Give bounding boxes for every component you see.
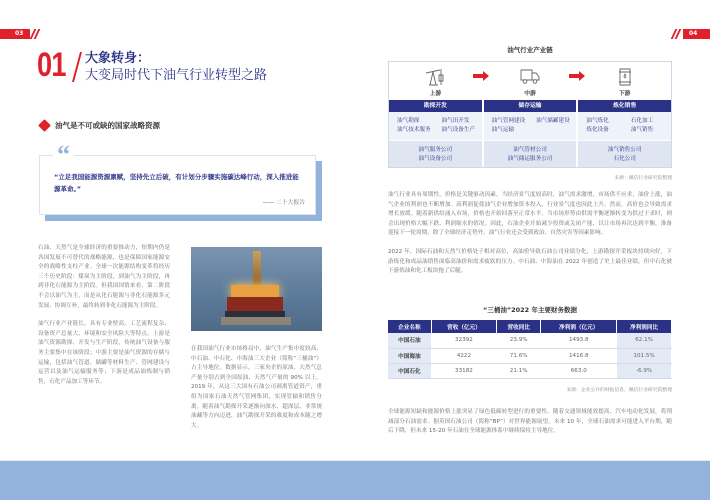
stage-label: 中游	[524, 91, 536, 97]
image-caption: 在我国油气行业市场格局中，油气生产集中度较高，中石油、中石化、中海油三大企业（简称“三桶油”）占主导地位。数据显示，三家央企的原油、天然气总产量分别占到全国原油、天然气产量的 90% 以上。2019 年，从这三大国有石油公司剥离管道资产，重组为国家石油天然气管网集团，实现管输和销售分离。随着油气勘探开采逐渐向深水、超深层、非常规油藏等方向迈进，油气勘探开采的难度和成本随之增大。	[191, 346, 322, 429]
table-cell: 663.0	[541, 363, 617, 378]
chain-stage-3	[578, 62, 671, 167]
financial-table	[388, 320, 672, 379]
paragraph: 油气行业具有周期性，价格是关键驱动因素。当经济景气度较高时，油气需求激增，市场供不应求，油价上涨，油气企业的利润也不断增加。高利润促使油气企业增加资本投入，行业景气度也因此上升。然而，高价也会导致需求增长放缓。随着新供给涌入市场，价格也开始回落至正常水平。当市场形势由供需平衡逐渐转变为供过于求时，则会出现价格大幅下跌、利润缩水的情况。因此，石油企业开始减少投资或关闭产能，以让市场再次达到平衡，准备迎接下一轮周期。除了全球经济走势外，油气行业还会受到政治、自然灾害等因素影响。	[388, 192, 672, 237]
stage-items	[578, 112, 671, 140]
chain-source: 来源：佩信行业研究院整理	[614, 176, 672, 181]
table-title: “三桶油”2022 年主要财务数据	[483, 306, 577, 314]
table-row	[388, 348, 672, 363]
table-row	[388, 363, 672, 378]
chain-item: 炼化设备	[586, 127, 609, 133]
chain-item: 油气炼化	[586, 118, 609, 124]
truck-icon	[484, 67, 577, 87]
stage-companies	[578, 140, 671, 167]
table-cell: 21.1%	[497, 363, 541, 378]
chain-stage-1	[389, 62, 484, 167]
chain-item: 油气设备生产	[441, 127, 476, 133]
chain-item: 石化加工	[630, 118, 654, 124]
oil-pump-icon	[389, 67, 482, 87]
table-cell: -6.9%	[617, 363, 672, 378]
table-cell: 33182	[431, 363, 496, 378]
right-column	[388, 191, 672, 277]
title-line-1: 大象转身：	[85, 51, 151, 66]
table-cell: 32392	[431, 333, 496, 348]
chain-item: 油气田开发	[441, 118, 470, 124]
stage-header: 储存运输	[484, 100, 577, 112]
industry-chain-diagram	[388, 61, 672, 168]
oil-barrel-icon	[578, 67, 671, 87]
chain-company: 油气服务公司	[418, 147, 453, 153]
paragraph: 2022 年，国际石油和天然气价格处于相对高位，高油价导致石油公司业绩分化，上游勘探开采板块持续向好，下游炼化和成品油销售面临高油价和需求疲软的压力。中石油、中海油在 2022 年创造了史上最佳业绩，但中石化被下游炼油和化工板块拖了后腿。	[388, 248, 672, 275]
table-source: 来源：企业公开的财报信息，佩信行业研究院整理	[566, 388, 672, 393]
page-number-right: 04	[683, 29, 710, 39]
chain-stage-2	[484, 62, 579, 167]
table-cell: 4222	[431, 348, 496, 363]
chain-item: 油气勘探	[397, 118, 420, 124]
chain-company: 油气销售公司	[607, 147, 642, 153]
column-header: 净利润同比	[617, 320, 672, 333]
company-name: 中国石化	[388, 363, 431, 378]
chain-company: 油气储运服务公司	[507, 156, 553, 162]
section-heading: 油气是不可或缺的国家战略资源	[55, 121, 160, 130]
column-header: 营收（亿元）	[431, 320, 496, 333]
paragraph: 全球能源短缺和能源价格上涨突显了绿色低碳转型进行的重要性。随着交通领域能效提高、汽车电动化发展，将削减部分石油需求。据英国石油公司（简称“BP”）对世界能源展望，未来 10 年，全球石油需求可能进入平台期，随后下降，但未来 15-20 年石油在全球能源体系中继续保持主导地位。	[388, 409, 672, 435]
table-cell: 23.9%	[497, 333, 541, 348]
quote-box	[39, 155, 316, 215]
stage-companies	[389, 140, 482, 167]
quote-attribution: —— 二十大报告	[262, 200, 305, 206]
stage-header: 勘探开发	[389, 100, 482, 112]
left-column	[38, 244, 170, 387]
column-header: 企业名称	[388, 320, 431, 333]
stage-header: 炼化销售	[578, 100, 671, 112]
page-title	[85, 50, 267, 84]
column-header: 营收同比	[497, 320, 541, 333]
chain-company: 石化公司	[613, 156, 636, 162]
stage-companies	[484, 140, 577, 167]
section-marker-icon	[38, 119, 51, 132]
paragraph: 石油、天然气是全球经济的重要推动力，短期内仍是各国发展不可替代的战略能源，也是保障国家能源安全的战略性支柱产业。全球一次能源结构变革将经历三个历史阶段：煤炭为主阶段，到油气为主阶段，再到非化石能源为主阶段。但我国国情来看，第二阶段不会以油气为主，而是从化石能源与非化石能源多元发展、协调互补，最终转到非化石能源为主阶段。	[38, 245, 170, 309]
chain-item: 油气管网建设	[491, 118, 526, 124]
company-name: 中国海油	[388, 348, 431, 363]
table-cell: 71.6%	[497, 348, 541, 363]
chain-title: 油气行业产业链	[507, 46, 553, 54]
stage-label: 上游	[429, 91, 442, 97]
chain-company: 油气设备公司	[418, 156, 453, 162]
bottom-band	[0, 460, 710, 500]
table-cell: 1493.8	[541, 333, 617, 348]
chain-item: 油气储罐建设	[536, 118, 570, 124]
table-cell: 62.1%	[617, 333, 672, 348]
quote-text: “立足我国能源资源禀赋，坚持先立后破，有计划分步骤实施碳达峰行动，深入推进能源革命。”	[54, 173, 299, 193]
page-number-left: 03	[0, 29, 30, 39]
title-line-2: 大变局时代下油气行业转型之路	[85, 68, 268, 83]
table-header-row	[388, 320, 672, 333]
chain-item: 油气技术服务	[397, 127, 431, 133]
final-paragraph-block	[388, 408, 672, 437]
stage-label: 下游	[618, 91, 631, 97]
paragraph: 油气行业产业链长，具有专业壁高、工艺流程复杂、设备资产总量大、环境和安全风险大等特点。上游是油气资源勘探、开发与生产阶段，传统油气设备与服务主要集中在该阶段；中游主要是油气资源的存储与运输，包括油气管道、储罐等材料生产、管网建设与运营以及油气运输服务等；下游是成品油炼制与销售，石化产品加工等环节。	[38, 321, 170, 385]
table-row	[388, 333, 672, 348]
chapter-number: 01	[37, 46, 66, 84]
table-cell: 101.5%	[617, 348, 672, 363]
stage-items	[389, 112, 482, 140]
column-header: 净利润（亿元）	[541, 320, 617, 333]
company-name: 中国石油	[388, 333, 431, 348]
image-caption-block	[191, 345, 322, 431]
stage-items	[484, 112, 577, 140]
offshore-rig-photo	[191, 247, 322, 331]
chain-item: 油气运输	[491, 127, 515, 133]
table-cell: 1416.8	[541, 348, 617, 363]
chain-company: 油气管材公司	[513, 147, 547, 153]
chain-item: 油气销售	[630, 127, 654, 133]
quote-mark-icon: “	[53, 142, 74, 168]
title-slash	[72, 52, 82, 82]
